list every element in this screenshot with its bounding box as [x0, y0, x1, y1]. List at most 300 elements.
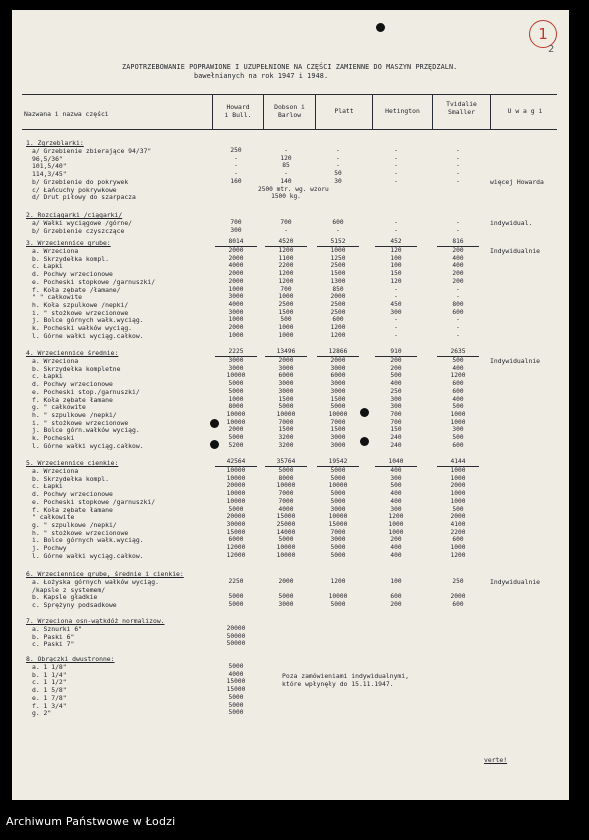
table-cell: 800 — [452, 300, 464, 308]
table-cell: - — [394, 154, 398, 162]
table-row-label: a. Wrzeciona — [32, 247, 79, 255]
table-cell: 500 — [452, 403, 464, 411]
table-cell: 5000 — [330, 474, 346, 482]
table-row-label: k. Pocheski — [32, 434, 75, 442]
section-note: Indywidualnie — [490, 578, 541, 586]
table-cell: 1000 — [228, 395, 244, 403]
table-cell: 700 — [280, 219, 292, 226]
table-cell: 3000 — [228, 357, 244, 364]
table-cell: 5000 — [278, 593, 294, 601]
table-cell: 300 — [390, 474, 402, 482]
table-cell: 450 — [390, 300, 402, 308]
table-cell: 400 — [390, 380, 402, 388]
section-heading: 2. Rozciągarki /ciągarki/ — [26, 211, 123, 219]
table-row-label: b. 1 1/4" — [32, 670, 67, 679]
table-cell: 1200 — [330, 578, 346, 585]
table-row-label: h. " stożkowe wrzecionowe — [32, 528, 129, 537]
table-row-label: c. Łapki — [32, 482, 63, 491]
table-cell: 4000 — [228, 670, 244, 678]
table-cell: 20000 — [226, 482, 246, 490]
table-cell: 3000 — [330, 441, 346, 449]
table-cell: 5000 — [330, 544, 346, 551]
table-cell: 300 — [230, 226, 242, 234]
table-cell: 1200 — [278, 247, 294, 254]
table-cell: 2500 mtr. wg. wzoru — [258, 185, 329, 193]
section-total: 1040 — [375, 458, 417, 467]
table-cell: 3000 — [330, 387, 346, 395]
table-cell: 140 — [280, 177, 292, 185]
table-row-label: b/ Grzebienie do pokrywek — [32, 177, 129, 186]
table-cell: 400 — [452, 262, 464, 270]
table-cell: 700 — [390, 418, 402, 426]
table-cell: 1100 — [278, 254, 294, 262]
table-cell: 500 — [452, 434, 464, 441]
table-cell: 600 — [452, 380, 464, 388]
header-col1: Dobson i Barlow — [274, 103, 305, 119]
table-cell: 4100 — [450, 520, 466, 528]
table-cell: 12000 — [226, 551, 246, 559]
table-row-label: a. Łożyska górnych wałków wyciąg. — [32, 578, 159, 586]
table-cell: - — [234, 162, 238, 170]
table-cell: 1500 — [278, 426, 294, 434]
table-cell: 1000 — [278, 293, 294, 301]
table-cell: - — [284, 226, 288, 234]
table-cell: 15000 — [226, 686, 246, 694]
table-cell: 100 — [390, 254, 402, 262]
table-row-label: a/ Wałki wyciągowe /górne/ — [32, 219, 133, 227]
table-cell: - — [394, 170, 398, 178]
section-total: 19542 — [317, 458, 359, 467]
table-cell: 5000 — [228, 593, 244, 601]
table-cell: 240 — [390, 441, 402, 449]
table-row-label: k. Pocheski wałków wyciąg. — [32, 324, 133, 332]
table-cell: 7000 — [330, 418, 346, 426]
table-cell: - — [456, 177, 460, 185]
table-row-label: l. Górne wałki wyciąg.całkow. — [32, 331, 144, 340]
table-row-label: d. Pochwy wrzecionowe — [32, 490, 113, 499]
table-cell: 600 — [390, 593, 402, 601]
table-cell: - — [456, 162, 460, 170]
table-cell: 10000 — [226, 418, 246, 426]
table-cell: 1200 — [330, 331, 346, 339]
table-row-label: b/ Grzebienie czyszczące — [32, 226, 125, 235]
table-cell: 3000 — [330, 536, 346, 544]
table-cell: 1000 — [388, 520, 404, 528]
table-cell: 5000 — [228, 387, 244, 395]
table-row-label: a. Wrzeciona — [32, 467, 79, 475]
row-note: więcej Howarda — [490, 177, 544, 186]
table-cell: 20000 — [226, 625, 246, 632]
table-row-label: a. 1 1/8" — [32, 663, 67, 671]
table-cell: 2000 — [278, 578, 294, 585]
table-row-label: d. Pochwy wrzecionowe — [32, 380, 113, 389]
table-cell: 25000 — [276, 520, 296, 528]
table-cell: 200 — [390, 536, 402, 544]
table-cell: 250 — [230, 147, 242, 154]
table-cell: 2000 — [450, 513, 466, 521]
section-total: 910 — [375, 348, 417, 357]
table-cell: 2000 — [228, 247, 244, 254]
table-cell: 3000 — [278, 387, 294, 395]
table-cell: 10000 — [276, 410, 296, 418]
table-cell: 2000 — [228, 270, 244, 278]
table-cell: - — [284, 147, 288, 154]
table-row-label: h. Koła szpulkowe /nepki/ — [32, 300, 129, 309]
section-heading: 7. Wrzeciona osn-wątkdóż normalizow. — [26, 617, 165, 625]
col-divider — [490, 94, 491, 130]
table-cell: 5200 — [228, 441, 244, 449]
table-cell: 3000 — [330, 434, 346, 441]
table-cell: 2500 — [330, 300, 346, 308]
punch-hole — [360, 437, 369, 446]
table-cell: 2000 — [450, 593, 466, 601]
table-cell: 600 — [452, 536, 464, 544]
table-cell: 85 — [282, 162, 290, 170]
table-cell: - — [456, 316, 460, 324]
table-row-label: g. " szpulkowe /nepki/ — [32, 520, 117, 529]
table-cell: 600 — [452, 441, 464, 449]
table-cell: 1500 — [330, 426, 346, 434]
section-heading: 6. Wrzeciennice grube, średnie i cienkie: — [26, 570, 184, 578]
table-cell: - — [394, 331, 398, 339]
table-cell: 400 — [452, 254, 464, 262]
table-cell: 250 — [390, 387, 402, 395]
header-col4: Tvidalie Smaller — [446, 100, 477, 116]
table-cell: 10000 — [276, 551, 296, 559]
table-cell: 3000 — [228, 308, 244, 316]
table-row-label: i. " stożkowe wrzecionowe — [32, 308, 129, 317]
table-cell: - — [456, 331, 460, 339]
table-cell: 10000 — [226, 474, 246, 482]
table-cell: 150 — [390, 270, 402, 278]
table-row-label: d/ Drut piłowy do szarpacza — [32, 193, 136, 202]
table-cell: 3000 — [228, 293, 244, 301]
table-cell: 1000 — [450, 544, 466, 551]
table-row-label: c. Sprężyny podsadkowe — [32, 601, 117, 610]
doc-title-line1: ZAPOTRZEBOWANIE POPRAWIONE I UZUPEŁNIONE NA CZĘŚCI ZAMIENNE DO MASZYN PRZĘDZALN. — [122, 63, 458, 71]
table-cell: 5000 — [330, 497, 346, 505]
table-cell: 1000 — [228, 331, 244, 339]
table-cell: 240 — [390, 434, 402, 441]
table-cell: 500 — [452, 505, 464, 513]
table-cell: 7000 — [278, 490, 294, 498]
table-cell: 30000 — [226, 520, 246, 528]
table-cell: 300 — [390, 403, 402, 411]
table-cell: - — [394, 162, 398, 170]
table-row-label: b. Skrzydełka kompl. — [32, 474, 109, 483]
table-row-label: i. Bolce górnych wałk.wyciąg. — [32, 536, 144, 545]
table-cell: 160 — [230, 177, 242, 185]
header-col0: Howard i Bull. — [224, 103, 252, 119]
table-row-label: e. Pocheski stop./garnuszki/ — [32, 387, 140, 396]
table-cell: - — [394, 147, 398, 154]
row-note: indywidual. — [490, 219, 533, 227]
table-row-label: a/ Grzebienie zbierające 94/37" — [32, 147, 152, 155]
table-row-label: c. Łapki — [32, 372, 63, 381]
table-cell: 14000 — [276, 528, 296, 536]
header-name: Nazwana i nazwa części — [24, 110, 109, 118]
table-row-label: " " całkowite — [32, 293, 83, 302]
table-cell: 15000 — [226, 678, 246, 686]
table-row-label: b. Skrzydełka kompletne — [32, 364, 121, 373]
table-row-label: b. Kapsle gładkie — [32, 593, 98, 602]
table-cell: 2200 — [450, 528, 466, 536]
table-cell: 850 — [332, 285, 344, 293]
table-cell: - — [394, 316, 398, 324]
table-cell: - — [336, 226, 340, 234]
table-cell: 300 — [390, 505, 402, 513]
table-cell: 4000 — [278, 505, 294, 513]
table-cell: 3000 — [330, 380, 346, 388]
table-row-label: e. Pocheski stopkowe /garnuszki/ — [32, 277, 156, 286]
section-total: 13496 — [265, 348, 307, 357]
table-cell: 500 — [390, 482, 402, 490]
table-cell: 4000 — [228, 300, 244, 308]
table-cell: 200 — [390, 364, 402, 372]
table-row-label: i. " stożkowe wrzecionowe — [32, 418, 129, 427]
table-cell: 10000 — [328, 410, 348, 418]
verte-note: verte! — [484, 756, 508, 764]
circled-page-number: 1 — [529, 20, 557, 48]
document-page — [12, 10, 569, 800]
table-cell: 200 — [390, 357, 402, 364]
table-row-label: g. 2" — [32, 709, 52, 718]
table-cell: 2500 — [330, 308, 346, 316]
table-cell: - — [456, 147, 460, 154]
table-row-label: /kapsle z systemem/ — [32, 585, 106, 594]
table-cell: 10000 — [328, 513, 348, 521]
table-cell: 2200 — [278, 262, 294, 270]
s8-note-line2: które wpłynęły do 15.11.1947. — [282, 680, 394, 688]
table-cell: - — [456, 219, 460, 226]
table-cell: 1200 — [450, 551, 466, 559]
table-row-label: e. Pocheski stopkowe /garnuszki/ — [32, 497, 156, 506]
table-row-label: l. Górne wałki wyciąg.całkow. — [32, 441, 144, 450]
section-note: Indywidualnie — [490, 357, 541, 365]
table-cell: 2500 — [278, 300, 294, 308]
table-cell: 5000 — [228, 709, 244, 717]
table-cell: 1000 — [278, 324, 294, 331]
table-cell: 5000 — [330, 601, 346, 609]
table-cell: 120 — [390, 277, 402, 285]
table-cell: 600 — [452, 387, 464, 395]
table-cell: 120 — [280, 154, 292, 162]
section-total: 42564 — [215, 458, 257, 467]
table-cell: 10000 — [226, 410, 246, 418]
table-cell: 3000 — [278, 380, 294, 388]
table-row-label: j. Bolce górnych wałk.wyciąg. — [32, 316, 144, 325]
punch-hole — [210, 440, 219, 449]
table-row-label: c. 1 1/2" — [32, 678, 67, 687]
header-col3: Hetington — [385, 107, 420, 115]
table-cell: - — [394, 219, 398, 226]
table-cell: 10000 — [226, 467, 246, 474]
table-cell: 2000 — [228, 324, 244, 331]
table-cell: 5000 — [228, 434, 244, 441]
table-cell: 1000 — [330, 247, 346, 254]
table-row-label: a. Wrzeciona — [32, 357, 79, 365]
table-row-label: e. 1 7/8" — [32, 693, 67, 702]
table-cell: 15000 — [328, 520, 348, 528]
table-cell: 100 — [390, 262, 402, 270]
table-cell: 5000 — [228, 693, 244, 701]
table-row-label: " całkowite — [32, 513, 75, 522]
table-cell: 2500 — [330, 262, 346, 270]
table-row-label: b. Paski 6" — [32, 632, 75, 641]
table-cell: 7000 — [330, 528, 346, 536]
table-cell: 2000 — [228, 426, 244, 434]
table-row-label: c. Paski 7" — [32, 640, 75, 649]
table-cell: 10000 — [276, 544, 296, 551]
table-cell: 500 — [390, 372, 402, 380]
punch-hole — [360, 408, 369, 417]
table-cell: 1200 — [278, 277, 294, 285]
header-notes: U w a g i — [507, 107, 543, 115]
table-cell: 20000 — [226, 513, 246, 521]
table-cell: 1000 — [228, 316, 244, 324]
table-cell: 1200 — [330, 324, 346, 331]
table-cell: 1000 — [450, 497, 466, 505]
table-row-label: 96,5/36" — [32, 154, 63, 163]
table-row-label: j. Bolce górn.wałków wyciąg. — [32, 426, 140, 435]
table-cell: 200 — [452, 247, 464, 254]
section-total: 5152 — [317, 238, 359, 247]
table-cell: 3000 — [228, 364, 244, 372]
table-cell: 1500 — [330, 270, 346, 278]
table-cell: - — [394, 177, 398, 185]
table-cell: 3200 — [278, 441, 294, 449]
table-cell: 5000 — [330, 467, 346, 474]
table-cell: - — [394, 293, 398, 301]
table-row-label: g. " całkowite — [32, 403, 86, 412]
s8-note-line1: Poza zamówieniami indywidualnymi, — [282, 672, 409, 680]
table-cell: 5000 — [228, 505, 244, 513]
section-total: 2635 — [437, 348, 479, 357]
table-cell: 50000 — [226, 640, 246, 648]
section-heading: 8. Obrączki dwustronne: — [26, 655, 115, 663]
table-cell: 1000 — [450, 490, 466, 498]
table-cell: 600 — [332, 219, 344, 226]
table-cell: 600 — [332, 316, 344, 324]
table-cell: 15000 — [226, 528, 246, 536]
header-top-rule — [22, 94, 557, 95]
table-cell: 5000 — [330, 403, 346, 411]
table-cell: 300 — [390, 308, 402, 316]
section-heading: 5. Wrzeciennice cienkie: — [26, 459, 119, 467]
table-cell: 400 — [390, 467, 402, 474]
table-cell: 1000 — [388, 528, 404, 536]
table-cell: - — [456, 324, 460, 331]
table-cell: 2000 — [450, 482, 466, 490]
table-cell: 400 — [390, 497, 402, 505]
table-cell: 3000 — [330, 505, 346, 513]
table-row-label: h. " szpulkowe /nepki/ — [32, 410, 117, 419]
table-cell: 1250 — [330, 254, 346, 262]
section-heading: 4. Wrzeciennice średnie: — [26, 349, 119, 357]
section-heading: 1. Zgrzeblarki: — [26, 139, 84, 147]
punch-hole — [376, 23, 385, 32]
table-cell: 1000 — [450, 410, 466, 418]
section-total: 452 — [375, 238, 417, 247]
table-row-label: 114,3/45" — [32, 170, 67, 179]
table-cell: 6000 — [228, 536, 244, 544]
table-cell: 3000 — [278, 364, 294, 372]
archive-footer-label: Archiwum Państwowe w Łodzi — [6, 815, 176, 828]
table-cell: 1500 — [278, 395, 294, 403]
table-row-label: j. Pochwy — [32, 544, 67, 552]
table-cell: 150 — [390, 426, 402, 434]
table-cell: - — [456, 226, 460, 234]
table-cell: 10000 — [328, 593, 348, 601]
table-cell: 2000 — [330, 357, 346, 364]
doc-title-line2: bawełnianych na rok 1947 i 1948. — [194, 72, 329, 80]
table-cell: 8000 — [228, 403, 244, 411]
table-cell: 1200 — [278, 270, 294, 278]
table-cell: 250 — [452, 578, 464, 585]
table-cell: 700 — [230, 219, 242, 226]
table-cell: 1500 — [330, 395, 346, 403]
table-cell: 1200 — [388, 513, 404, 521]
table-cell: 2000 — [278, 357, 294, 364]
section-note: Indywidualnie — [490, 247, 541, 255]
table-cell: 3200 — [278, 434, 294, 441]
table-row-label: c. Łapki — [32, 262, 63, 271]
table-cell: 15000 — [276, 513, 296, 521]
section-total: 8014 — [215, 238, 257, 247]
section-total: 2225 — [215, 348, 257, 357]
table-cell: 100 — [390, 578, 402, 585]
table-cell: 700 — [280, 285, 292, 293]
table-cell: - — [234, 170, 238, 178]
archive-footer-bar — [0, 806, 589, 840]
table-cell: 7000 — [278, 418, 294, 426]
table-cell: - — [336, 162, 340, 170]
section-total: 4144 — [437, 458, 479, 467]
table-cell: 1000 — [450, 467, 466, 474]
table-cell: 1500 — [278, 308, 294, 316]
table-cell: 1000 — [228, 285, 244, 293]
table-cell: 400 — [390, 544, 402, 551]
table-cell: 10000 — [328, 482, 348, 490]
table-cell: 1000 — [278, 331, 294, 339]
table-cell: 10000 — [276, 482, 296, 490]
table-row-label: f. Koła zębate łamane — [32, 395, 113, 404]
table-cell: 10000 — [226, 372, 246, 380]
table-row-label: f. Koła zębate łamane — [32, 505, 113, 514]
section-total: 35764 — [265, 458, 307, 467]
table-row-label: a. Sznurki 6" — [32, 625, 83, 633]
table-cell: 30 — [334, 177, 342, 185]
table-row-label: f. Koła zębate /łamane/ — [32, 285, 121, 294]
table-cell: 1000 — [450, 418, 466, 426]
table-cell: 7000 — [278, 497, 294, 505]
table-cell: 8000 — [278, 474, 294, 482]
table-cell: 5000 — [278, 403, 294, 411]
table-cell: 200 — [452, 277, 464, 285]
table-cell: 2250 — [228, 578, 244, 585]
table-cell: 400 — [390, 551, 402, 559]
table-cell: 5000 — [228, 663, 244, 670]
table-cell: 600 — [452, 308, 464, 316]
table-row-label: d. Pochwy wrzecionowe — [32, 270, 113, 279]
table-cell: 5000 — [228, 380, 244, 388]
table-cell: 400 — [452, 395, 464, 403]
table-cell: 200 — [390, 601, 402, 609]
table-cell: 300 — [390, 395, 402, 403]
table-cell: 5000 — [330, 551, 346, 559]
table-row-label: d. 1 5/8" — [32, 686, 67, 695]
table-row-label: 101,5/40" — [32, 162, 67, 171]
